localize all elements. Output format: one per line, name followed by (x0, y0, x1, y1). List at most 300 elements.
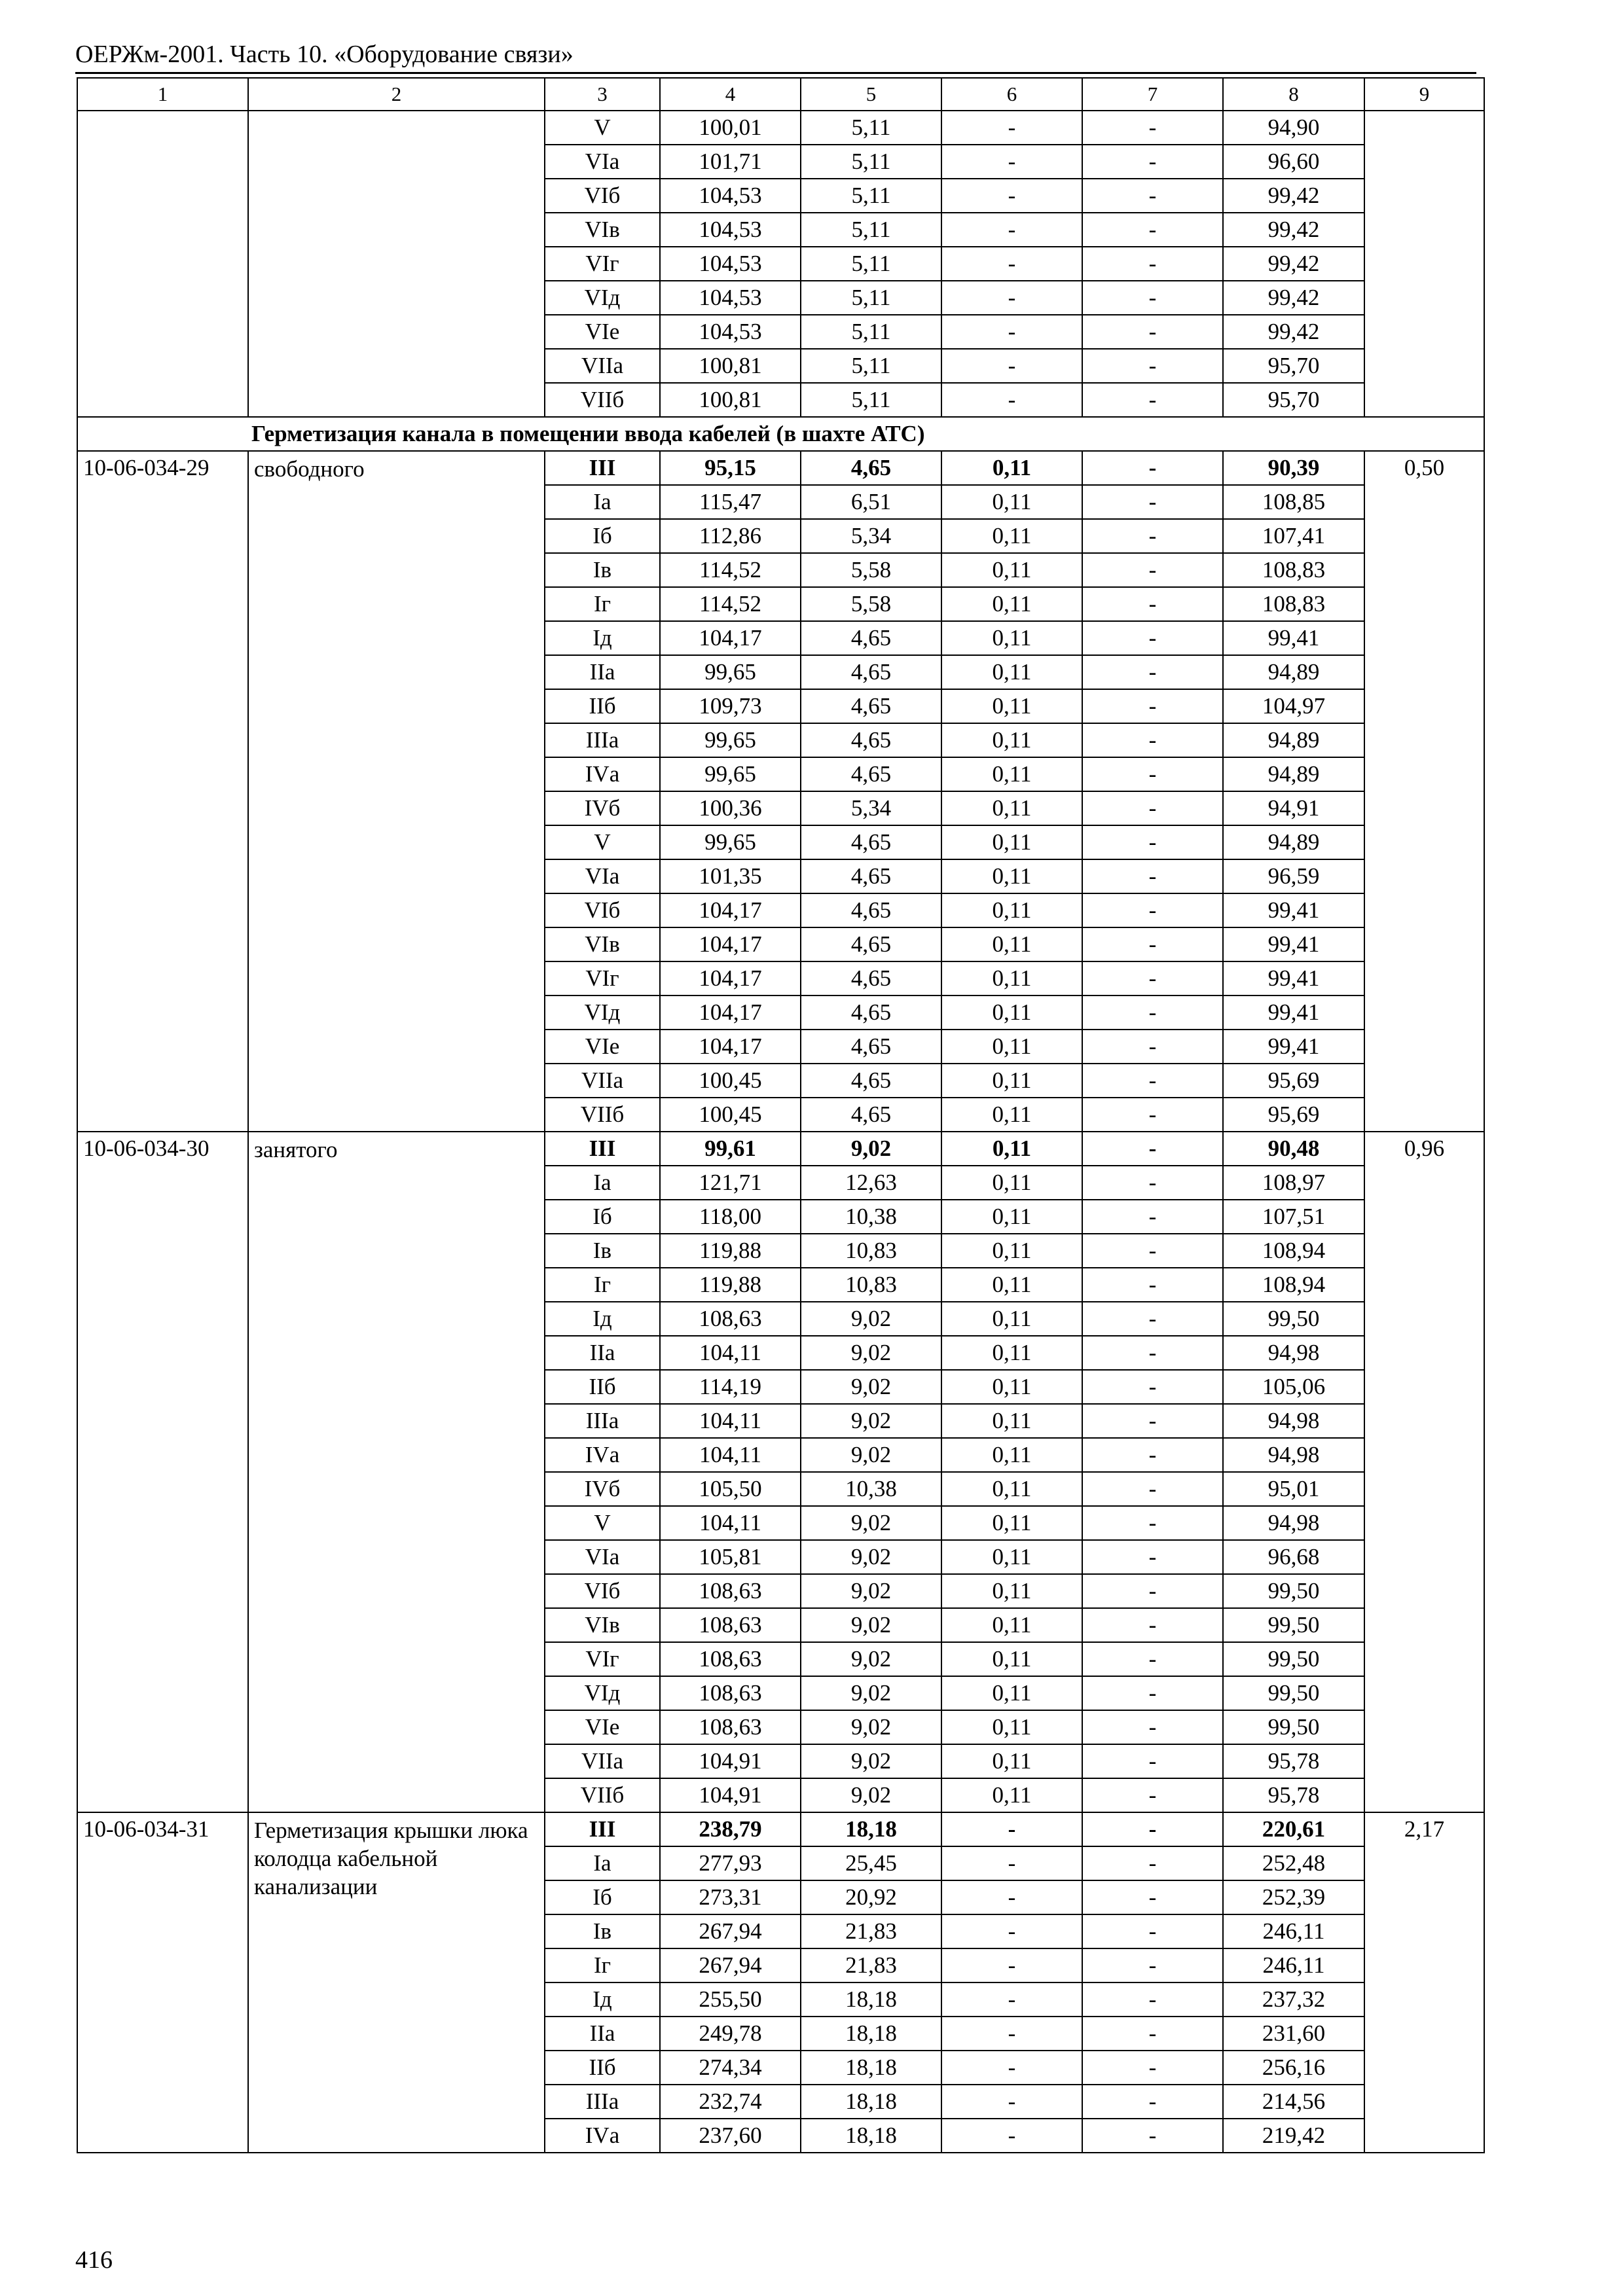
driver-wage-cell: - (1082, 621, 1223, 655)
total-cost-cell: 100,36 (660, 791, 801, 825)
zone-cell: VIв (545, 1608, 660, 1642)
zone-cell: VIе (545, 315, 660, 349)
machine-cost-cell: 0,11 (941, 859, 1082, 893)
labor-cost-cell: 4,65 (801, 893, 941, 927)
labor-cost-cell: 9,02 (801, 1676, 941, 1710)
labor-cost-cell: 5,11 (801, 179, 941, 213)
driver-wage-cell: - (1082, 655, 1223, 689)
machine-cost-cell: - (941, 179, 1082, 213)
total-cost-cell: 115,47 (660, 485, 801, 519)
driver-wage-cell: - (1082, 689, 1223, 723)
machine-cost-cell: 0,11 (941, 1132, 1082, 1166)
materials-cost-cell: 99,41 (1223, 927, 1364, 961)
materials-cost-cell: 90,48 (1223, 1132, 1364, 1166)
driver-wage-cell: - (1082, 2119, 1223, 2153)
labor-cost-cell: 10,38 (801, 1472, 941, 1506)
total-cost-cell: 104,17 (660, 996, 801, 1030)
driver-wage-cell: - (1082, 1574, 1223, 1608)
machine-cost-cell: 0,11 (941, 1506, 1082, 1540)
section-heading-row (77, 417, 1484, 451)
machine-cost-cell: - (941, 349, 1082, 383)
labor-cost-cell: 4,65 (801, 723, 941, 757)
machine-cost-cell: - (941, 111, 1082, 145)
machine-cost-cell: 0,11 (941, 961, 1082, 996)
total-cost-cell: 104,17 (660, 893, 801, 927)
materials-cost-cell: 99,50 (1223, 1302, 1364, 1336)
total-cost-cell: 108,63 (660, 1642, 801, 1676)
total-cost-cell: 95,15 (660, 451, 801, 485)
zone-cell: III (545, 1812, 660, 1846)
driver-wage-cell: - (1082, 1676, 1223, 1710)
labor-cost-cell: 5,11 (801, 111, 941, 145)
zone-cell: IVа (545, 757, 660, 791)
zone-cell: IIIа (545, 723, 660, 757)
labor-cost-cell: 5,34 (801, 519, 941, 553)
materials-cost-cell: 94,91 (1223, 791, 1364, 825)
labor-cost-cell: 6,51 (801, 485, 941, 519)
total-cost-cell: 238,79 (660, 1812, 801, 1846)
zone-cell: IIа (545, 1336, 660, 1370)
zone-cell: III (545, 451, 660, 485)
labor-cost-cell: 9,02 (801, 1302, 941, 1336)
materials-cost-cell: 95,78 (1223, 1778, 1364, 1812)
machine-cost-cell: 0,11 (941, 1472, 1082, 1506)
total-cost-cell: 118,00 (660, 1200, 801, 1234)
zone-cell: Iг (545, 587, 660, 621)
materials-cost-cell: 96,60 (1223, 145, 1364, 179)
zone-cell: VIв (545, 213, 660, 247)
total-cost-cell: 108,63 (660, 1676, 801, 1710)
materials-cost-cell: 94,89 (1223, 655, 1364, 689)
materials-cost-cell: 220,61 (1223, 1812, 1364, 1846)
labor-cost-cell: 9,02 (801, 1336, 941, 1370)
zone-cell: VIIа (545, 1064, 660, 1098)
driver-wage-cell: - (1082, 1608, 1223, 1642)
zone-cell: VIа (545, 859, 660, 893)
driver-wage-cell: - (1082, 519, 1223, 553)
machine-cost-cell: - (941, 247, 1082, 281)
driver-wage-cell: - (1082, 1166, 1223, 1200)
zone-cell: Iб (545, 519, 660, 553)
materials-cost-cell: 99,50 (1223, 1574, 1364, 1608)
driver-wage-cell: - (1082, 961, 1223, 996)
labor-cost-cell: 10,83 (801, 1234, 941, 1268)
labor-hours: 0,96 (1364, 1132, 1484, 1812)
labor-cost-cell: 25,45 (801, 1846, 941, 1880)
labor-cost-cell: 18,18 (801, 2119, 941, 2153)
zone-cell: IIIа (545, 2085, 660, 2119)
labor-cost-cell: 5,11 (801, 213, 941, 247)
materials-cost-cell: 94,90 (1223, 111, 1364, 145)
machine-cost-cell: 0,11 (941, 1778, 1082, 1812)
machine-cost-cell: - (941, 1948, 1082, 1982)
total-cost-cell: 104,53 (660, 247, 801, 281)
driver-wage-cell: - (1082, 553, 1223, 587)
labor-cost-cell: 5,58 (801, 587, 941, 621)
zone-cell: VIд (545, 1676, 660, 1710)
total-cost-cell: 100,45 (660, 1098, 801, 1132)
labor-cost-cell: 9,02 (801, 1642, 941, 1676)
total-cost-cell: 114,52 (660, 553, 801, 587)
section-heading: Герметизация канала в помещении ввода кабелей (в шахте АТС) (77, 417, 1484, 451)
machine-cost-cell: 0,11 (941, 519, 1082, 553)
machine-cost-cell: 0,11 (941, 893, 1082, 927)
page-header: ОЕРЖм-2001. Часть 10. «Оборудование связи» (75, 41, 574, 68)
total-cost-cell: 114,19 (660, 1370, 801, 1404)
zone-cell: IVб (545, 791, 660, 825)
table-row (77, 451, 1484, 485)
rate-code (77, 111, 248, 417)
labor-cost-cell: 4,65 (801, 757, 941, 791)
total-cost-cell: 273,31 (660, 1880, 801, 1914)
materials-cost-cell: 246,11 (1223, 1948, 1364, 1982)
work-description: Герметизация крышки люка колодца кабельной канализации (248, 1812, 545, 2153)
materials-cost-cell: 95,69 (1223, 1098, 1364, 1132)
work-description (248, 111, 545, 417)
zone-cell: VIд (545, 281, 660, 315)
machine-cost-cell: 0,11 (941, 1234, 1082, 1268)
materials-cost-cell: 231,60 (1223, 2017, 1364, 2051)
machine-cost-cell: 0,11 (941, 1200, 1082, 1234)
total-cost-cell: 104,91 (660, 1744, 801, 1778)
machine-cost-cell: 0,11 (941, 1268, 1082, 1302)
labor-cost-cell: 4,65 (801, 825, 941, 859)
rate-code: 10-06-034-30 (77, 1132, 248, 1812)
driver-wage-cell: - (1082, 1540, 1223, 1574)
zone-cell: VIIб (545, 1098, 660, 1132)
zone-cell: VIа (545, 145, 660, 179)
labor-cost-cell: 9,02 (801, 1506, 941, 1540)
column-number: 2 (248, 78, 545, 111)
table-row (77, 1812, 1484, 1846)
total-cost-cell: 104,53 (660, 179, 801, 213)
zone-cell: Iа (545, 1846, 660, 1880)
machine-cost-cell: 0,11 (941, 1710, 1082, 1744)
zone-cell: IIIа (545, 1404, 660, 1438)
zone-cell: Iа (545, 1166, 660, 1200)
driver-wage-cell: - (1082, 791, 1223, 825)
machine-cost-cell: 0,11 (941, 1166, 1082, 1200)
driver-wage-cell: - (1082, 1098, 1223, 1132)
total-cost-cell: 99,65 (660, 723, 801, 757)
total-cost-cell: 274,34 (660, 2051, 801, 2085)
zone-cell: VIб (545, 893, 660, 927)
materials-cost-cell: 99,42 (1223, 179, 1364, 213)
column-number: 7 (1082, 78, 1223, 111)
driver-wage-cell: - (1082, 1982, 1223, 2017)
total-cost-cell: 104,17 (660, 621, 801, 655)
materials-cost-cell: 99,42 (1223, 213, 1364, 247)
zone-cell: VIб (545, 1574, 660, 1608)
labor-cost-cell: 5,11 (801, 247, 941, 281)
driver-wage-cell: - (1082, 825, 1223, 859)
materials-cost-cell: 237,32 (1223, 1982, 1364, 2017)
zone-cell: III (545, 1132, 660, 1166)
machine-cost-cell: 0,11 (941, 1642, 1082, 1676)
machine-cost-cell: - (941, 145, 1082, 179)
machine-cost-cell: 0,11 (941, 825, 1082, 859)
total-cost-cell: 99,65 (660, 825, 801, 859)
labor-cost-cell: 21,83 (801, 1914, 941, 1948)
materials-cost-cell: 99,42 (1223, 247, 1364, 281)
materials-cost-cell: 214,56 (1223, 2085, 1364, 2119)
driver-wage-cell: - (1082, 1744, 1223, 1778)
column-number: 4 (660, 78, 801, 111)
total-cost-cell: 109,73 (660, 689, 801, 723)
total-cost-cell: 104,53 (660, 213, 801, 247)
column-number: 5 (801, 78, 941, 111)
zone-cell: V (545, 1506, 660, 1540)
total-cost-cell: 99,61 (660, 1132, 801, 1166)
header-rule (75, 72, 1476, 74)
machine-cost-cell: - (941, 315, 1082, 349)
total-cost-cell: 108,63 (660, 1574, 801, 1608)
labor-cost-cell: 20,92 (801, 1880, 941, 1914)
machine-cost-cell: 0,11 (941, 1336, 1082, 1370)
table-row (77, 111, 1484, 145)
machine-cost-cell: - (941, 281, 1082, 315)
zone-cell: Iд (545, 621, 660, 655)
page-number: 416 (75, 2246, 113, 2274)
materials-cost-cell: 99,41 (1223, 961, 1364, 996)
total-cost-cell: 105,81 (660, 1540, 801, 1574)
machine-cost-cell: 0,11 (941, 791, 1082, 825)
labor-cost-cell: 9,02 (801, 1778, 941, 1812)
total-cost-cell: 108,63 (660, 1710, 801, 1744)
machine-cost-cell: 0,11 (941, 757, 1082, 791)
labor-cost-cell: 9,02 (801, 1744, 941, 1778)
machine-cost-cell: - (941, 2051, 1082, 2085)
materials-cost-cell: 94,98 (1223, 1404, 1364, 1438)
driver-wage-cell: - (1082, 1642, 1223, 1676)
machine-cost-cell: - (941, 2017, 1082, 2051)
materials-cost-cell: 96,59 (1223, 859, 1364, 893)
materials-cost-cell: 95,78 (1223, 1744, 1364, 1778)
column-number: 8 (1223, 78, 1364, 111)
driver-wage-cell: - (1082, 2051, 1223, 2085)
column-number-row (77, 78, 1484, 111)
zone-cell: VIIб (545, 383, 660, 417)
total-cost-cell: 104,11 (660, 1438, 801, 1472)
machine-cost-cell: - (941, 2119, 1082, 2153)
rate-code: 10-06-034-29 (77, 451, 248, 1132)
driver-wage-cell: - (1082, 315, 1223, 349)
machine-cost-cell: 0,11 (941, 655, 1082, 689)
materials-cost-cell: 99,50 (1223, 1642, 1364, 1676)
total-cost-cell: 267,94 (660, 1948, 801, 1982)
labor-cost-cell: 4,65 (801, 1030, 941, 1064)
machine-cost-cell: 0,11 (941, 1370, 1082, 1404)
materials-cost-cell: 99,41 (1223, 621, 1364, 655)
machine-cost-cell: 0,11 (941, 451, 1082, 485)
total-cost-cell: 237,60 (660, 2119, 801, 2153)
labor-cost-cell: 9,02 (801, 1574, 941, 1608)
zone-cell: VIIа (545, 1744, 660, 1778)
driver-wage-cell: - (1082, 1914, 1223, 1948)
machine-cost-cell: 0,11 (941, 927, 1082, 961)
zone-cell: VIе (545, 1030, 660, 1064)
labor-cost-cell: 4,65 (801, 1098, 941, 1132)
zone-cell: IIа (545, 2017, 660, 2051)
materials-cost-cell: 94,89 (1223, 757, 1364, 791)
total-cost-cell: 104,11 (660, 1404, 801, 1438)
work-description: занятого (248, 1132, 545, 1812)
zone-cell: VIб (545, 179, 660, 213)
total-cost-cell: 112,86 (660, 519, 801, 553)
driver-wage-cell: - (1082, 1030, 1223, 1064)
zone-cell: IVа (545, 1438, 660, 1472)
machine-cost-cell: 0,11 (941, 1064, 1082, 1098)
machine-cost-cell: 0,11 (941, 1608, 1082, 1642)
labor-cost-cell: 10,83 (801, 1268, 941, 1302)
materials-cost-cell: 95,01 (1223, 1472, 1364, 1506)
zone-cell: VIа (545, 1540, 660, 1574)
zone-cell: VIIб (545, 1778, 660, 1812)
machine-cost-cell: 0,11 (941, 587, 1082, 621)
driver-wage-cell: - (1082, 1370, 1223, 1404)
driver-wage-cell: - (1082, 587, 1223, 621)
rates-table (77, 77, 1485, 2153)
machine-cost-cell: - (941, 1914, 1082, 1948)
materials-cost-cell: 94,98 (1223, 1506, 1364, 1540)
materials-cost-cell: 107,51 (1223, 1200, 1364, 1234)
materials-cost-cell: 252,39 (1223, 1880, 1364, 1914)
labor-cost-cell: 9,02 (801, 1438, 941, 1472)
labor-cost-cell: 5,34 (801, 791, 941, 825)
zone-cell: Iв (545, 1914, 660, 1948)
driver-wage-cell: - (1082, 1778, 1223, 1812)
zone-cell: V (545, 825, 660, 859)
zone-cell: IIб (545, 689, 660, 723)
materials-cost-cell: 99,50 (1223, 1710, 1364, 1744)
machine-cost-cell: 0,11 (941, 723, 1082, 757)
materials-cost-cell: 95,70 (1223, 383, 1364, 417)
materials-cost-cell: 96,68 (1223, 1540, 1364, 1574)
zone-cell: Iб (545, 1880, 660, 1914)
total-cost-cell: 101,35 (660, 859, 801, 893)
work-description: свободного (248, 451, 545, 1132)
zone-cell: Iб (545, 1200, 660, 1234)
materials-cost-cell: 94,89 (1223, 723, 1364, 757)
driver-wage-cell: - (1082, 1234, 1223, 1268)
labor-cost-cell: 9,02 (801, 1710, 941, 1744)
total-cost-cell: 249,78 (660, 2017, 801, 2051)
machine-cost-cell: 0,11 (941, 1676, 1082, 1710)
materials-cost-cell: 99,50 (1223, 1608, 1364, 1642)
materials-cost-cell: 99,42 (1223, 281, 1364, 315)
labor-cost-cell: 9,02 (801, 1404, 941, 1438)
materials-cost-cell: 219,42 (1223, 2119, 1364, 2153)
driver-wage-cell: - (1082, 451, 1223, 485)
materials-cost-cell: 108,83 (1223, 553, 1364, 587)
column-number: 3 (545, 78, 660, 111)
total-cost-cell: 232,74 (660, 2085, 801, 2119)
labor-cost-cell: 9,02 (801, 1370, 941, 1404)
machine-cost-cell: 0,11 (941, 1302, 1082, 1336)
zone-cell: Iг (545, 1268, 660, 1302)
total-cost-cell: 104,17 (660, 927, 801, 961)
labor-cost-cell: 4,65 (801, 859, 941, 893)
materials-cost-cell: 99,41 (1223, 893, 1364, 927)
materials-cost-cell: 99,41 (1223, 996, 1364, 1030)
labor-hours: 0,50 (1364, 451, 1484, 1132)
labor-cost-cell: 9,02 (801, 1132, 941, 1166)
total-cost-cell: 100,81 (660, 383, 801, 417)
driver-wage-cell: - (1082, 247, 1223, 281)
zone-cell: Iв (545, 1234, 660, 1268)
driver-wage-cell: - (1082, 1438, 1223, 1472)
driver-wage-cell: - (1082, 2085, 1223, 2119)
machine-cost-cell: - (941, 213, 1082, 247)
materials-cost-cell: 99,41 (1223, 1030, 1364, 1064)
zone-cell: VIг (545, 247, 660, 281)
driver-wage-cell: - (1082, 859, 1223, 893)
labor-cost-cell: 18,18 (801, 2051, 941, 2085)
total-cost-cell: 99,65 (660, 757, 801, 791)
machine-cost-cell: - (941, 1982, 1082, 2017)
materials-cost-cell: 108,85 (1223, 485, 1364, 519)
zone-cell: VIг (545, 1642, 660, 1676)
zone-cell: VIв (545, 927, 660, 961)
labor-cost-cell: 9,02 (801, 1540, 941, 1574)
total-cost-cell: 104,17 (660, 961, 801, 996)
total-cost-cell: 100,45 (660, 1064, 801, 1098)
labor-cost-cell: 4,65 (801, 689, 941, 723)
driver-wage-cell: - (1082, 893, 1223, 927)
materials-cost-cell: 99,42 (1223, 315, 1364, 349)
labor-cost-cell: 4,65 (801, 1064, 941, 1098)
driver-wage-cell: - (1082, 1336, 1223, 1370)
labor-cost-cell: 4,65 (801, 451, 941, 485)
total-cost-cell: 105,50 (660, 1472, 801, 1506)
total-cost-cell: 114,52 (660, 587, 801, 621)
driver-wage-cell: - (1082, 1880, 1223, 1914)
labor-cost-cell: 5,58 (801, 553, 941, 587)
driver-wage-cell: - (1082, 111, 1223, 145)
materials-cost-cell: 252,48 (1223, 1846, 1364, 1880)
machine-cost-cell: 0,11 (941, 1404, 1082, 1438)
driver-wage-cell: - (1082, 1506, 1223, 1540)
machine-cost-cell: 0,11 (941, 1030, 1082, 1064)
total-cost-cell: 121,71 (660, 1166, 801, 1200)
labor-cost-cell: 10,38 (801, 1200, 941, 1234)
zone-cell: IIб (545, 1370, 660, 1404)
labor-cost-cell: 18,18 (801, 1982, 941, 2017)
zone-cell: Iд (545, 1982, 660, 2017)
materials-cost-cell: 95,70 (1223, 349, 1364, 383)
materials-cost-cell: 99,50 (1223, 1676, 1364, 1710)
total-cost-cell: 100,81 (660, 349, 801, 383)
machine-cost-cell: - (941, 1846, 1082, 1880)
labor-cost-cell: 18,18 (801, 2085, 941, 2119)
driver-wage-cell: - (1082, 1404, 1223, 1438)
machine-cost-cell: 0,11 (941, 621, 1082, 655)
driver-wage-cell: - (1082, 1268, 1223, 1302)
materials-cost-cell: 108,94 (1223, 1268, 1364, 1302)
labor-cost-cell: 4,65 (801, 655, 941, 689)
labor-cost-cell: 18,18 (801, 2017, 941, 2051)
zone-cell: Iд (545, 1302, 660, 1336)
materials-cost-cell: 94,98 (1223, 1438, 1364, 1472)
machine-cost-cell: - (941, 1812, 1082, 1846)
zone-cell: IVб (545, 1472, 660, 1506)
table-row (77, 1132, 1484, 1166)
machine-cost-cell: 0,11 (941, 689, 1082, 723)
zone-cell: IVа (545, 2119, 660, 2153)
zone-cell: Iа (545, 485, 660, 519)
materials-cost-cell: 94,98 (1223, 1336, 1364, 1370)
zone-cell: VIе (545, 1710, 660, 1744)
